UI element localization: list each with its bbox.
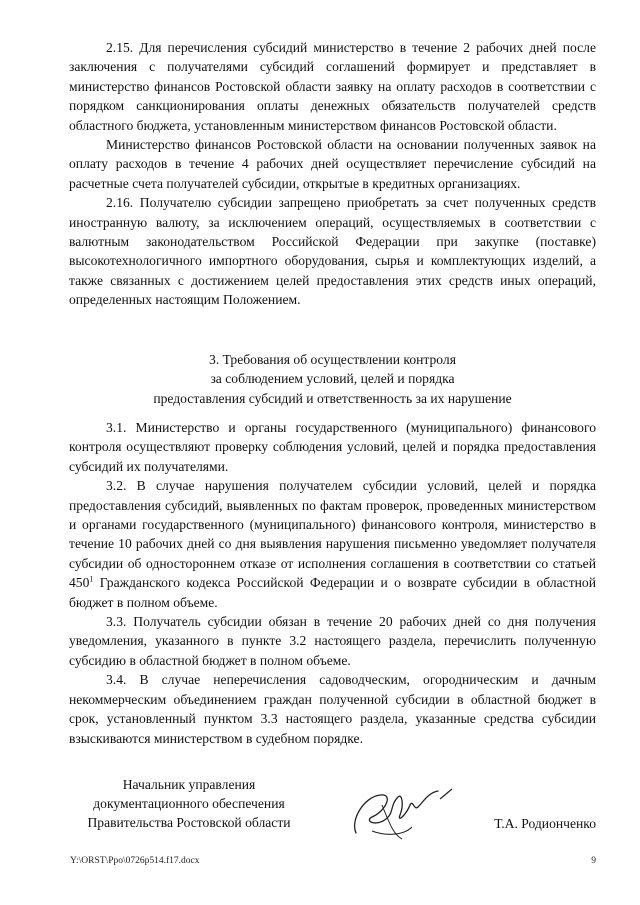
footer-file-path: Y:\ORST\Ppo\0726p514.f17.docx [70,856,200,866]
paragraph-3-3: 3.3. Получатель субсидии обязан в течение 20 рабочих дней со дня получения уведомления, указанного в пункте 3.2 настоящего раздела, перечислить полученную субсидию в областной бюджет в полном объеме. [69,614,596,668]
section3-heading-line1: 3. Требования об осуществлении контроля [209,352,456,367]
handwritten-signature [342,775,462,845]
paragraph-2-15-continued: Министерство финансов Ростовской области на основании полученных заявок на оплату расходов в течение 4 рабочих дней осуществляет перечисление субсидий на расчетные счета получателей субсидии, открытые в кредитных организациях. [69,137,596,191]
signatory-position [69,775,309,833]
section2-text [69,38,596,310]
paragraph-3-4: 3.4. В случае неперечисления садоводческим, огородническим и дачным некоммерческим объединением граждан полученной субсидии в областной бюджет в срок, установленный пунктом 3.3 настоящего раздела, указанные средства субсидии взыскиваются министерством в судебном порядке. [69,672,596,746]
section3-heading-line3: предоставления субсидий и ответственность за их нарушение [153,390,512,406]
paragraph-3-1: 3.1. Министерство и органы государственного (муниципального) финансового контроля осуществляют проверку соблюдения условий, целей и порядка предоставления субсидий их получателями. [69,420,596,474]
article-superscript: 1 [89,574,94,584]
position-line3: Правительства Ростовской области [87,815,291,831]
signatory-name: Т.А. Родионченко [494,816,596,831]
section3-heading-line2: за соблюдением условий, целей и порядка [210,371,455,387]
paragraph-3-2-part1: 3.2. В случае нарушения получателем субсидии условий, целей и порядка предоставления субсидий, выявленных по фактам проверок, проведенных министерством и органами государственного (муниципального) финансового контроля, министерство в течение 10 рабочих дней со дня выявления нарушения письменно уведомляет получателя субсидии об одностороннем отказе от исполнения соглашения в соответствии со статьей 450 [69,478,596,591]
position-line1: Начальник управления [122,777,256,792]
paragraph-2-16: 2.16. Получателю субсидии запрещено приобретать за счет полученных средств иностранную валюту, за исключением операций, осуществляемых в соответствии с валютным законодательством Российской Федерации при закупке (поставке) высокотехнологичного импортного оборудования, сырья и комплектующих изделий, а также связанных с достижением целей предоставления этих средств иных операций, определенных настоящим Положением. [69,195,596,308]
section3-text [69,418,596,748]
page-number: 9 [591,856,596,866]
position-line2: документационного обеспечения [93,796,285,812]
paragraph-3-2-part2: Гражданского кодекса Российской Федерации и о возврате субсидии в областной бюджет в полном объеме. [69,575,596,610]
paragraph-2-15: 2.15. Для перечисления субсидий министерство в течение 2 рабочих дней после заключения с получателями субсидий соглашений формирует и представляет в министерство финансов Ростовской области заявку на оплату расходов в соответствии с порядком санкционирования оплаты денежных обязательств получателей средств областного бюджета, установленным министерством финансов Ростовской области. [69,40,596,133]
paragraph-3-2 [69,476,596,612]
section3-heading [69,350,596,408]
